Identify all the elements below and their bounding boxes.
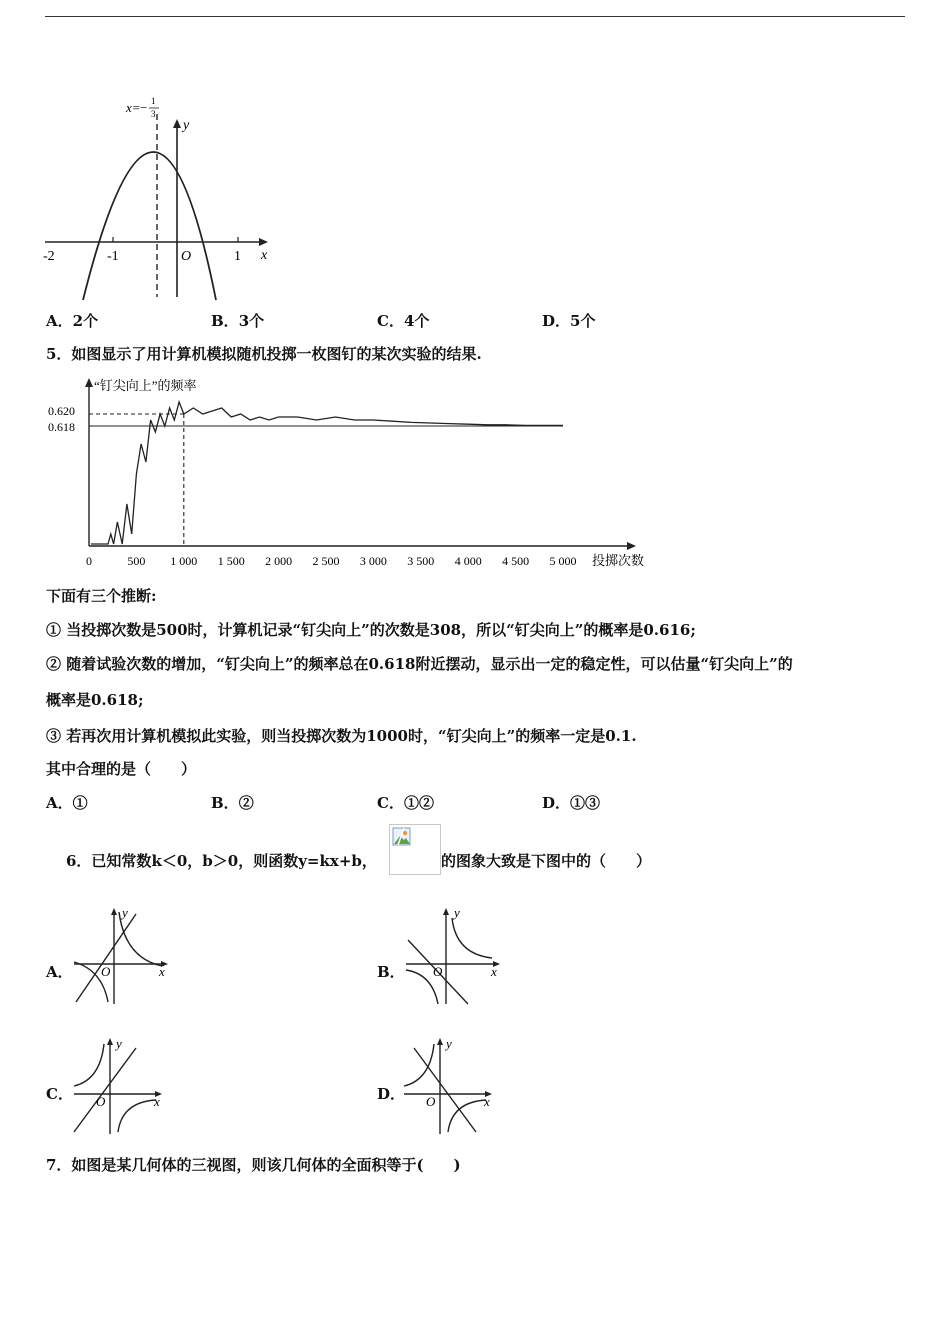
chart-title: “钉尖向上”的频率 [94,378,197,393]
option-letter: D． [542,794,571,812]
option-letter: A． [46,794,73,812]
graph-x-label: x [154,1094,160,1109]
tick-label-neg1: -1 [107,249,119,264]
q5-statement-1: ① 当投掷次数是500时，计算机记录“钉尖向上”的次数是308，所以“钉尖向上”的概率是0.616; [46,621,696,639]
linear-function-line [414,1048,476,1132]
option-letter: D． [542,312,571,330]
hyperbola-branch [452,918,492,958]
linear-function-line [76,914,136,1002]
tick-label-1: 1 [234,249,241,264]
y-tick-label-0.618: 0.618 [48,420,75,434]
x-tick-label-8: 4 000 [454,554,482,568]
q6-option-c-label[interactable]: C． [46,1085,73,1103]
graph-x-label: x [484,1094,490,1109]
graph-origin-label: O [96,1094,106,1109]
tick-label-neg2: -2 [43,249,55,264]
frequency-series-line [91,402,563,544]
frequency-chart [46,376,658,576]
x-tick-label-1: 500 [127,554,146,568]
q5-statement-3: ③ 若再次用计算机模拟此实验，则当投掷次数为1000时，“钉尖向上”的频率一定是0.1. [46,727,637,745]
x-tick-label-7: 3 500 [407,554,435,568]
q5-question: 其中合理的是（ ） [46,760,197,778]
q5-option-a[interactable] [46,793,88,813]
q5-statement-2-line1: ② 随着试验次数的增加，“钉尖向上”的频率总在0.618附近摆动，显示出一定的稳定性，可以估量“钉尖向上”的 [46,655,793,673]
x-tick-label-3: 1 500 [217,554,245,568]
y-axis-arrow [173,119,181,128]
parabola-curve [83,152,216,300]
hyperbola-branch [404,1044,434,1086]
x-axis-label: x [261,248,268,263]
y-tick-label-0.620: 0.620 [48,404,75,418]
header-rule [45,16,905,17]
hyperbola-branch [119,912,162,966]
chart-y-axis-arrow [85,378,93,387]
x-tick-label-2: 1 000 [170,554,198,568]
broken-image-placeholder [389,824,441,875]
q4-option-a[interactable] [46,311,98,331]
y-axis-label: y [183,118,190,133]
graph-y-label: y [446,1036,452,1051]
q5-stem: 5．如图显示了用计算机模拟随机投掷一枚图钉的某次实验的结果. [46,345,482,363]
option-text: 5个 [570,312,596,330]
q5-option-d[interactable] [542,793,600,813]
q4-option-c[interactable] [377,311,429,331]
q7-stem: 7．如图是某几何体的三视图，则该几何体的全面积等于( ) [46,1156,461,1174]
parabola-figure [40,92,280,302]
option-letter: B． [211,312,239,330]
q6-option-b-label[interactable]: B． [377,963,405,981]
linear-function-line [74,1048,136,1132]
fraction-numerator: 1 [151,96,156,106]
option-text: ① [72,794,88,812]
q6-stem-prefix: 6．已知常数k＜0，b＞0，则函数y=kx+b， [66,852,377,870]
option-letter: A． [46,312,73,330]
x-axis-arrow [259,238,268,246]
q6-stem-suffix: 的图象大致是下图中的（ ） [441,852,652,870]
q5-option-b[interactable] [211,793,254,813]
q6-option-a-label[interactable]: A． [46,963,73,981]
x-tick-label-4: 2 000 [265,554,293,568]
q6-graph-a[interactable] [70,906,170,1006]
fraction-denominator: 3 [151,109,156,119]
graph-y-label: y [116,1036,122,1051]
option-text: ①③ [570,794,601,812]
broken-image-icon [392,827,412,847]
graph-origin-label: O [433,964,443,979]
x-tick-label-6: 3 000 [359,554,387,568]
graph-origin-label: O [426,1094,436,1109]
option-letter: C． [377,312,404,330]
q4-option-d[interactable] [542,311,595,331]
option-text: 2个 [72,312,99,330]
option-text: 4个 [403,312,430,330]
q6-graph-d[interactable] [400,1036,500,1136]
hyperbola-branch [448,1100,486,1132]
q6-graph-b[interactable] [402,906,502,1006]
x-tick-label-9: 4 500 [502,554,530,568]
hyperbola-branch [74,1044,104,1086]
graph-y-label: y [454,906,460,920]
option-text: 3个 [238,312,265,330]
x-tick-label-10: 5 000 [549,554,577,568]
x-equals-label: x= [126,100,141,115]
q6-graph-c[interactable] [70,1036,170,1136]
graph-y-label: y [122,906,128,920]
graph-x-label: x [159,964,165,979]
origin-label: O [181,249,192,264]
neg-sign: − [140,100,148,115]
chart-x-axis-arrow [627,542,636,550]
graph-x-label: x [491,964,497,979]
q4-option-b[interactable] [211,311,264,331]
q6-option-d-label[interactable]: D． [377,1085,406,1103]
x-tick-label-5: 2 500 [312,554,340,568]
option-text: ①② [403,794,434,812]
hyperbola-branch [118,1100,156,1132]
chart-x-label: 投掷次数 [592,553,645,568]
option-letter: C． [377,794,404,812]
q5-intro: 下面有三个推断: [46,587,157,605]
option-text: ② [238,794,254,812]
graph-origin-label: O [101,964,111,979]
x-tick-label-0: 0 [86,554,92,568]
q5-option-c[interactable] [377,793,434,813]
option-letter: B． [211,794,239,812]
q5-statement-2-line2: 概率是0.618; [46,691,144,709]
